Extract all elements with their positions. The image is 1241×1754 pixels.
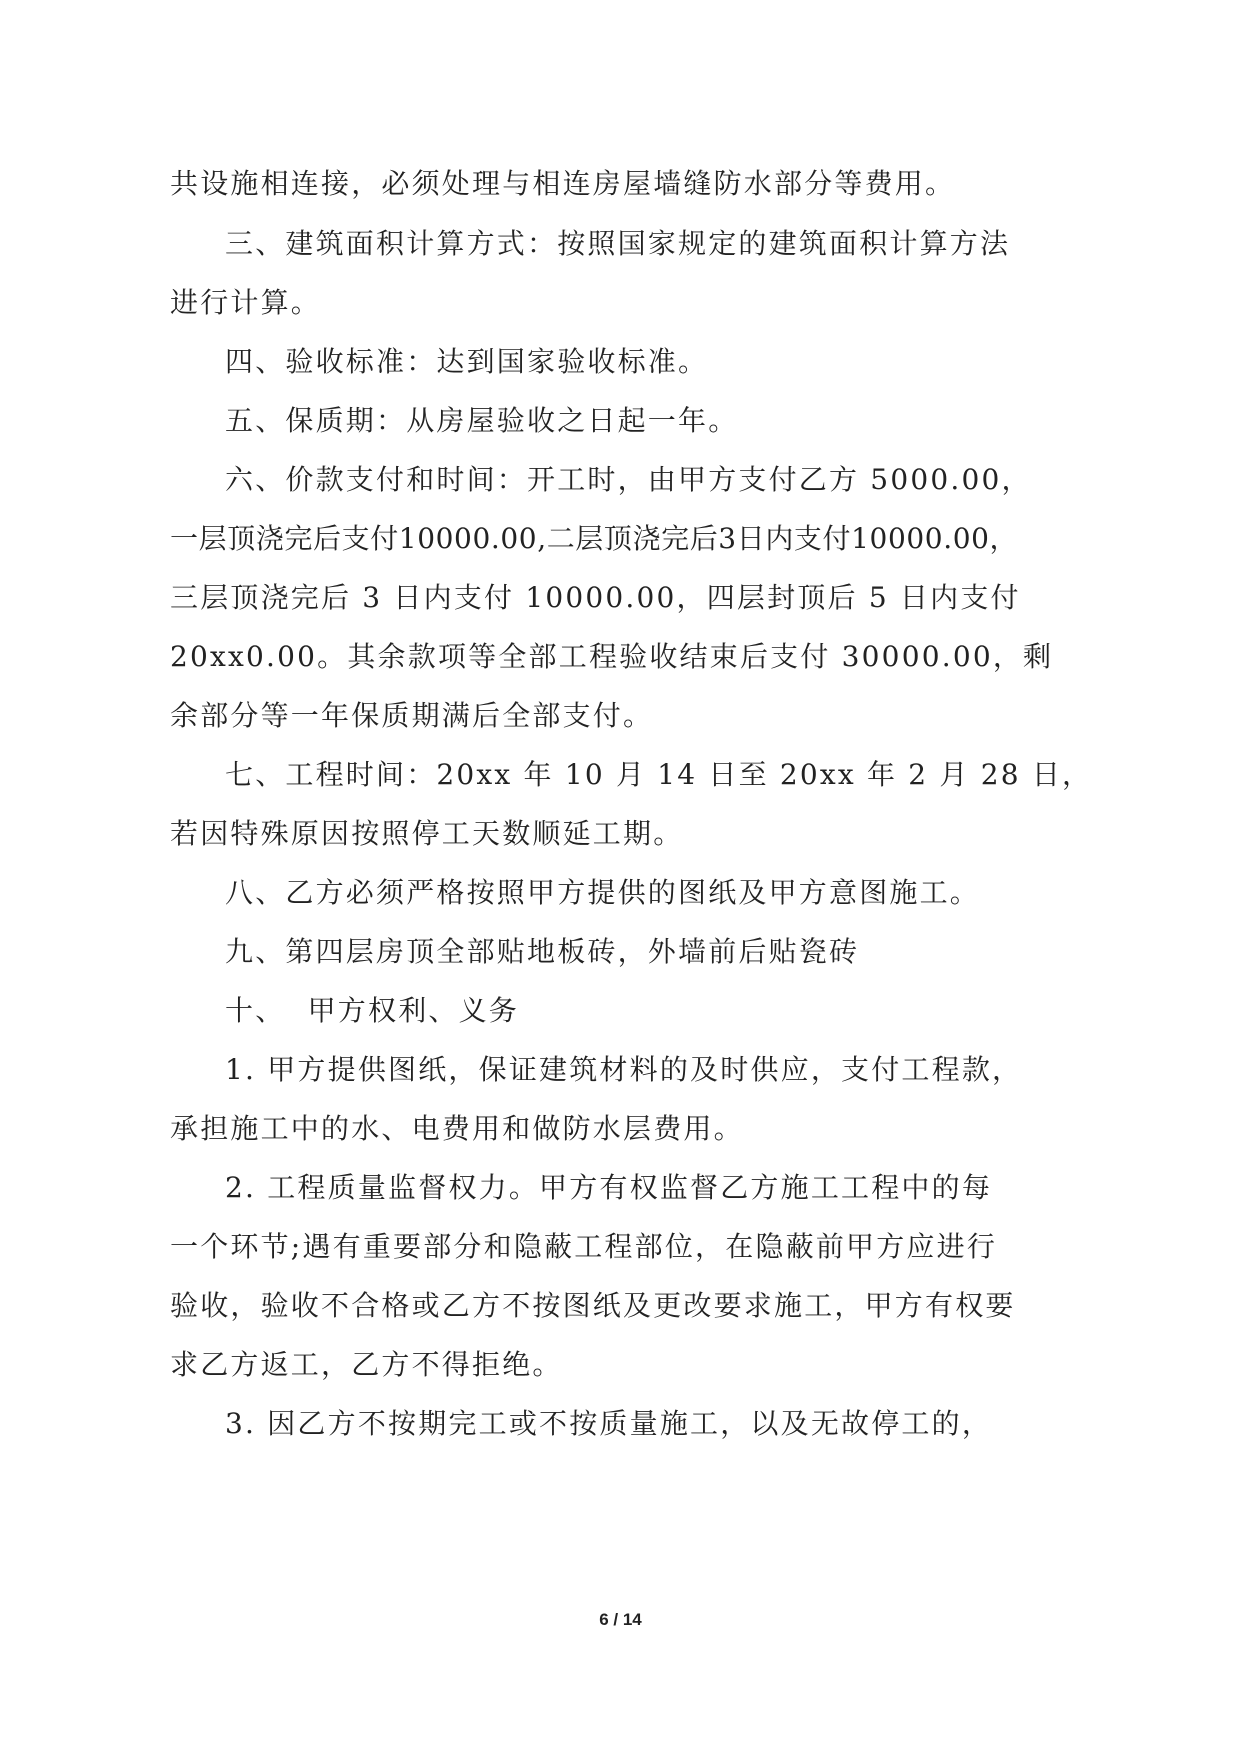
text-line: 一个环节;遇有重要部分和隐蔽工程部位，在隐蔽前甲方应进行 bbox=[170, 1230, 998, 1263]
text-line: 20xx0.00。其余款项等全部工程验收结束后支付 30000.00，剩 bbox=[170, 640, 1054, 673]
text-line: 五、保质期：从房屋验收之日起一年。 bbox=[225, 404, 739, 437]
text-line: 1. 甲方提供图纸，保证建筑材料的及时供应，支付工程款， bbox=[225, 1053, 1023, 1086]
text-line: 余部分等一年保质期满后全部支付。 bbox=[170, 699, 654, 732]
text-line: 3. 因乙方不按期完工或不按质量施工，以及无故停工的， bbox=[225, 1407, 993, 1440]
text-line: 八、乙方必须严格按照甲方提供的图纸及甲方意图施工。 bbox=[225, 876, 981, 909]
text-line: 进行计算。 bbox=[170, 286, 322, 319]
text-line: 共设施相连接，必须处理与相连房屋墙缝防水部分等费用。 bbox=[170, 167, 956, 200]
text-line: 六、价款支付和时间：开工时，由甲方支付乙方 5000.00， bbox=[225, 463, 1032, 496]
text-line: 四、验收标准：达到国家验收标准。 bbox=[225, 345, 709, 378]
text-line: 三、建筑面积计算方式：按照国家规定的建筑面积计算方法 bbox=[225, 227, 1011, 260]
section-heading: 十、 甲方权利、义务 bbox=[225, 994, 520, 1027]
text-line: 一层顶浇完后支付10000.00,二层顶浇完后3日内支付10000.00， bbox=[170, 522, 1019, 555]
text-line: 验收，验收不合格或乙方不按图纸及更改要求施工，甲方有权要 bbox=[170, 1289, 1016, 1322]
text-line: 三层顶浇完后 3 日内支付 10000.00，四层封顶后 5 日内支付 bbox=[170, 581, 1021, 614]
text-line: 九、第四层房顶全部贴地板砖，外墙前后贴瓷砖 bbox=[225, 935, 860, 968]
text-line: 七、工程时间：20xx 年 10 月 14 日至 20xx 年 2 月 28 日， bbox=[225, 758, 1093, 791]
page-number: 6 / 14 bbox=[599, 1610, 642, 1629]
text-line: 承担施工中的水、电费用和做防水层费用。 bbox=[170, 1112, 744, 1145]
text-line: 求乙方返工，乙方不得拒绝。 bbox=[170, 1348, 563, 1381]
text-line: 2. 工程质量监督权力。甲方有权监督乙方施工工程中的每 bbox=[225, 1171, 993, 1204]
text-line: 若因特殊原因按照停工天数顺延工期。 bbox=[170, 817, 684, 850]
